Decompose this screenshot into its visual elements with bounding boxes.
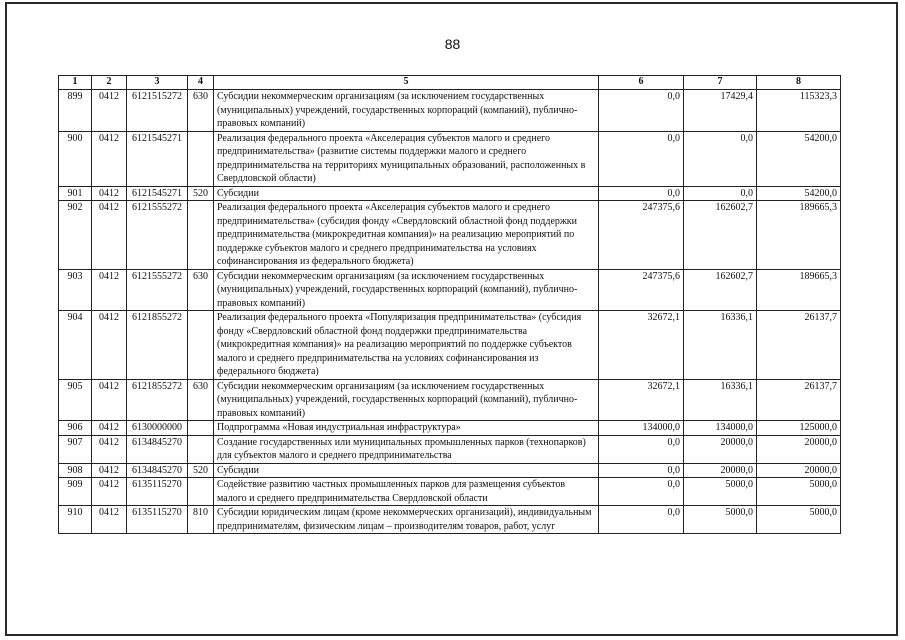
amount-col7: 20000,0 — [684, 463, 757, 478]
table-row — [59, 186, 841, 201]
table-row — [59, 463, 841, 478]
item-name: Субсидии некоммерческим организациям (за исключением государственных (муниципальных) учреждений, государственных корпораций (компаний), публично-правовых компаний) — [214, 379, 599, 421]
amount-col6: 0,0 — [599, 463, 684, 478]
row-number: 904 — [59, 311, 92, 380]
col-header-8: 8 — [757, 76, 841, 90]
item-name: Реализация федерального проекта «Акселерация субъектов малого и среднего предпринимательства» (развитие системы поддержки малого и среднего предпринимательства на территориях муниципальных образований, расположенных в Свердловской области) — [214, 131, 599, 186]
table-row — [59, 506, 841, 534]
section-code: 0412 — [92, 478, 127, 506]
table-row — [59, 435, 841, 463]
section-code: 0412 — [92, 90, 127, 132]
amount-col6: 134000,0 — [599, 421, 684, 436]
amount-col7: 17429,4 — [684, 90, 757, 132]
amount-col8: 54200,0 — [757, 186, 841, 201]
section-code: 0412 — [92, 186, 127, 201]
row-number: 910 — [59, 506, 92, 534]
item-name: Создание государственных или муниципальных промышленных парков (технопарков) для субъектов малого и среднего предпринимательства — [214, 435, 599, 463]
amount-col7: 0,0 — [684, 131, 757, 186]
budget-table — [58, 75, 841, 534]
amount-col6: 32672,1 — [599, 311, 684, 380]
target-article: 6121515272 — [127, 90, 188, 132]
amount-col6: 247375,6 — [599, 201, 684, 270]
expense-type — [188, 131, 214, 186]
amount-col8: 5000,0 — [757, 506, 841, 534]
target-article: 6134845270 — [127, 463, 188, 478]
row-number: 903 — [59, 269, 92, 311]
expense-type: 520 — [188, 463, 214, 478]
col-header-4: 4 — [188, 76, 214, 90]
row-number: 907 — [59, 435, 92, 463]
amount-col8: 115323,3 — [757, 90, 841, 132]
col-header-3: 3 — [127, 76, 188, 90]
expense-type: 630 — [188, 90, 214, 132]
expense-type — [188, 311, 214, 380]
amount-col8: 54200,0 — [757, 131, 841, 186]
expense-type — [188, 421, 214, 436]
row-number: 908 — [59, 463, 92, 478]
amount-col6: 0,0 — [599, 131, 684, 186]
col-header-5: 5 — [214, 76, 599, 90]
row-number: 901 — [59, 186, 92, 201]
item-name: Субсидии некоммерческим организациям (за исключением государственных (муниципальных) учреждений, государственных корпораций (компаний), публично-правовых компаний) — [214, 90, 599, 132]
amount-col6: 0,0 — [599, 478, 684, 506]
target-article: 6121545271 — [127, 186, 188, 201]
table-body — [59, 90, 841, 534]
item-name: Субсидии — [214, 463, 599, 478]
amount-col8: 125000,0 — [757, 421, 841, 436]
amount-col8: 26137,7 — [757, 311, 841, 380]
col-header-1: 1 — [59, 76, 92, 90]
amount-col6: 247375,6 — [599, 269, 684, 311]
amount-col6: 0,0 — [599, 186, 684, 201]
expense-type: 630 — [188, 379, 214, 421]
table-row — [59, 131, 841, 186]
row-number: 899 — [59, 90, 92, 132]
target-article: 6121855272 — [127, 379, 188, 421]
col-header-7: 7 — [684, 76, 757, 90]
col-header-2: 2 — [92, 76, 127, 90]
amount-col7: 20000,0 — [684, 435, 757, 463]
section-code: 0412 — [92, 269, 127, 311]
col-header-6: 6 — [599, 76, 684, 90]
amount-col7: 162602,7 — [684, 201, 757, 270]
section-code: 0412 — [92, 506, 127, 534]
header-row — [59, 76, 841, 90]
expense-type — [188, 478, 214, 506]
row-number: 906 — [59, 421, 92, 436]
amount-col7: 134000,0 — [684, 421, 757, 436]
table-row — [59, 201, 841, 270]
target-article: 6121855272 — [127, 311, 188, 380]
table-row — [59, 421, 841, 436]
amount-col8: 26137,7 — [757, 379, 841, 421]
amount-col8: 5000,0 — [757, 478, 841, 506]
table-row — [59, 478, 841, 506]
table-row — [59, 311, 841, 380]
expense-type: 520 — [188, 186, 214, 201]
amount-col6: 0,0 — [599, 435, 684, 463]
amount-col7: 5000,0 — [684, 478, 757, 506]
section-code: 0412 — [92, 379, 127, 421]
section-code: 0412 — [92, 421, 127, 436]
section-code: 0412 — [92, 131, 127, 186]
amount-col6: 0,0 — [599, 506, 684, 534]
section-code: 0412 — [92, 435, 127, 463]
row-number: 902 — [59, 201, 92, 270]
row-number: 909 — [59, 478, 92, 506]
amount-col7: 162602,7 — [684, 269, 757, 311]
expense-type — [188, 435, 214, 463]
target-article: 6130000000 — [127, 421, 188, 436]
amount-col6: 32672,1 — [599, 379, 684, 421]
amount-col6: 0,0 — [599, 90, 684, 132]
target-article: 6135115270 — [127, 506, 188, 534]
amount-col8: 20000,0 — [757, 435, 841, 463]
target-article: 6121555272 — [127, 201, 188, 270]
target-article: 6121545271 — [127, 131, 188, 186]
item-name: Содействие развитию частных промышленных парков для размещения субъектов малого и среднего предпринимательства Свердловской области — [214, 478, 599, 506]
item-name: Подпрограмма «Новая индустриальная инфраструктура» — [214, 421, 599, 436]
amount-col8: 20000,0 — [757, 463, 841, 478]
expense-type: 630 — [188, 269, 214, 311]
table-row — [59, 269, 841, 311]
table-row — [59, 90, 841, 132]
amount-col7: 5000,0 — [684, 506, 757, 534]
item-name: Субсидии юридическим лицам (кроме некоммерческих организаций), индивидуальным предпринимателям, физическим лицам – производителям товаров, работ, услуг — [214, 506, 599, 534]
amount-col8: 189665,3 — [757, 201, 841, 270]
item-name: Субсидии некоммерческим организациям (за исключением государственных (муниципальных) учреждений, государственных корпораций (компаний), публично-правовых компаний) — [214, 269, 599, 311]
expense-type — [188, 201, 214, 270]
row-number: 905 — [59, 379, 92, 421]
expense-type: 810 — [188, 506, 214, 534]
item-name: Реализация федерального проекта «Акселерация субъектов малого и среднего предпринимательства» (субсидия фонду «Свердловский областной фонд поддержки предпринимательства (микрокредитная компания)» на реализацию мероприятий по поддержке субъектов малого и среднего предпринимательства на условиях софинансирования из федерального бюджета) — [214, 201, 599, 270]
target-article: 6121555272 — [127, 269, 188, 311]
row-number: 900 — [59, 131, 92, 186]
amount-col7: 16336,1 — [684, 379, 757, 421]
target-article: 6135115270 — [127, 478, 188, 506]
item-name: Реализация федерального проекта «Популяризация предпринимательства» (субсидия фонду «Свердловский областной фонд поддержки предпринимательства (микрокредитная компания)» на реализацию мероприятий по поддержке субъектов малого и среднего предпринимательства на условиях софинансирования из федерального бюджета) — [214, 311, 599, 380]
item-name: Субсидии — [214, 186, 599, 201]
section-code: 0412 — [92, 311, 127, 380]
amount-col7: 16336,1 — [684, 311, 757, 380]
section-code: 0412 — [92, 201, 127, 270]
amount-col8: 189665,3 — [757, 269, 841, 311]
table-row — [59, 379, 841, 421]
target-article: 6134845270 — [127, 435, 188, 463]
section-code: 0412 — [92, 463, 127, 478]
amount-col7: 0,0 — [684, 186, 757, 201]
page-number: 88 — [444, 36, 461, 52]
